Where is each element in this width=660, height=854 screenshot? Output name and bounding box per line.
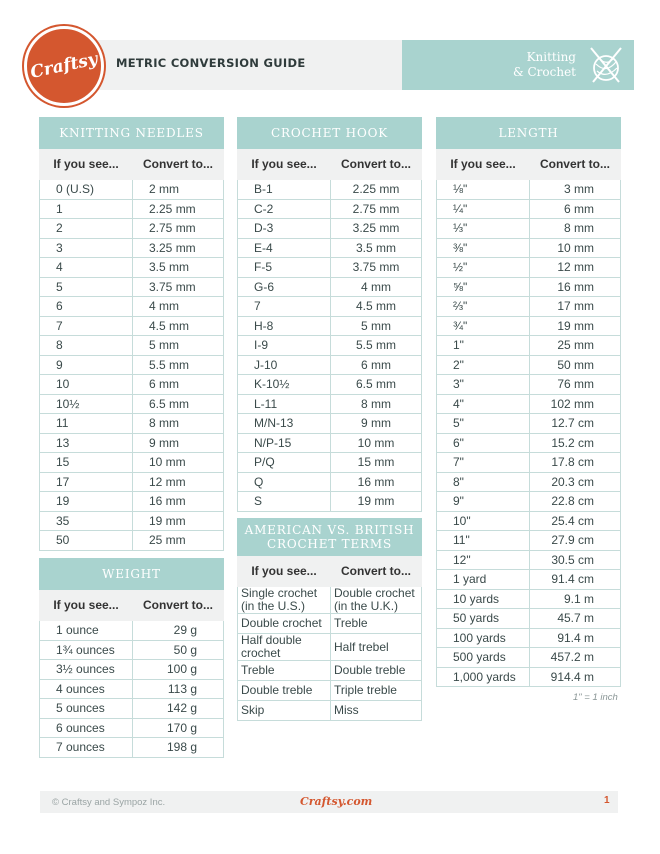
source-value-cell: 1" <box>437 336 530 356</box>
source-value-cell: 8 <box>40 336 133 356</box>
table-row <box>40 258 224 278</box>
converted-value-cell: 25 mm <box>133 531 224 551</box>
table-row <box>238 297 422 317</box>
converted-value-cell: 3 mm <box>530 180 621 200</box>
knitting-needles-table <box>39 117 224 551</box>
converted-value-cell: 4 mm <box>133 297 224 317</box>
table-row <box>437 667 621 687</box>
source-value-cell: 10" <box>437 511 530 531</box>
source-value-cell: 2 <box>40 219 133 239</box>
column-header: If you see... <box>40 590 133 621</box>
source-value-cell: 11 <box>40 414 133 434</box>
source-value-cell: M/N-13 <box>238 414 331 434</box>
source-value-cell: ¾" <box>437 316 530 336</box>
table-row <box>238 453 422 473</box>
table-row <box>40 414 224 434</box>
copyright: © Craftsy and Sympoz Inc. <box>52 797 166 808</box>
source-value-cell: ⅔" <box>437 297 530 317</box>
source-value-cell: 5 ounces <box>40 699 133 719</box>
source-value-cell: 13 <box>40 433 133 453</box>
table-row <box>40 199 224 219</box>
table-row <box>437 570 621 590</box>
converted-value-cell: 170 g <box>133 718 224 738</box>
source-value-cell: I-9 <box>238 336 331 356</box>
source-value-cell: 11" <box>437 531 530 551</box>
source-value-cell: 1¾ ounces <box>40 640 133 660</box>
converted-value-cell: 6.5 mm <box>331 375 422 395</box>
source-value-cell: ⅓" <box>437 219 530 239</box>
converted-value-cell: 6 mm <box>331 355 422 375</box>
craftsy-logo <box>24 26 104 106</box>
source-value-cell: H-8 <box>238 316 331 336</box>
source-value-cell: 2" <box>437 355 530 375</box>
source-value-cell: 0 (U.S) <box>40 180 133 200</box>
table-row <box>238 316 422 336</box>
table-row <box>437 472 621 492</box>
source-value-cell: 1 ounce <box>40 621 133 641</box>
source-value-cell: D-3 <box>238 219 331 239</box>
converted-value-cell: 22.8 cm <box>530 492 621 512</box>
converted-value-cell: 5 mm <box>331 316 422 336</box>
table-row <box>40 238 224 258</box>
table-row <box>437 355 621 375</box>
source-value-cell: 100 yards <box>437 628 530 648</box>
table-row <box>40 355 224 375</box>
converted-value-cell: 10 mm <box>331 433 422 453</box>
source-value-cell: P/Q <box>238 453 331 473</box>
converted-value-cell: 2.25 mm <box>331 180 422 200</box>
source-value-cell: 15 <box>40 453 133 473</box>
source-value-cell: 4 ounces <box>40 679 133 699</box>
converted-value-cell: 3.5 mm <box>331 238 422 258</box>
converted-value-cell: 30.5 cm <box>530 550 621 570</box>
converted-value-cell: 9 mm <box>331 414 422 434</box>
table-row <box>238 277 422 297</box>
source-value-cell: S <box>238 492 331 512</box>
source-value-cell: B-1 <box>238 180 331 200</box>
converted-value-cell: 16 mm <box>331 472 422 492</box>
logo-text: Craftsy <box>28 49 100 83</box>
table-row <box>437 628 621 648</box>
converted-value-cell: 17.8 cm <box>530 453 621 473</box>
table-row <box>238 355 422 375</box>
table-row <box>437 316 621 336</box>
table-row <box>437 589 621 609</box>
converted-value-cell: 142 g <box>133 699 224 719</box>
table-row <box>40 492 224 512</box>
converted-value-cell: 25.4 cm <box>530 511 621 531</box>
table-row <box>238 180 422 200</box>
source-value-cell: 500 yards <box>437 648 530 668</box>
converted-value-cell: 4 mm <box>331 277 422 297</box>
source-value-cell: 1 <box>40 199 133 219</box>
table-row <box>437 180 621 200</box>
table-row <box>437 453 621 473</box>
source-value-cell: 6" <box>437 433 530 453</box>
table-title: CROCHET HOOK <box>238 118 422 149</box>
table-row <box>437 336 621 356</box>
source-value-cell: 6 ounces <box>40 718 133 738</box>
source-value-cell: Half double crochet <box>238 634 331 661</box>
converted-value-cell: 50 mm <box>530 355 621 375</box>
source-value-cell: Skip <box>238 701 331 721</box>
crochet-hook-table <box>237 117 422 512</box>
table-row <box>238 472 422 492</box>
source-value-cell: 17 <box>40 472 133 492</box>
crochet-terms-table <box>237 518 422 721</box>
converted-value-cell: 10 mm <box>133 453 224 473</box>
table-row <box>40 699 224 719</box>
source-value-cell: N/P-15 <box>238 433 331 453</box>
converted-value-cell: 4.5 mm <box>331 297 422 317</box>
converted-value-cell: 15 mm <box>331 453 422 473</box>
converted-value-cell: 3.25 mm <box>133 238 224 258</box>
table-row <box>238 375 422 395</box>
source-value-cell: L-11 <box>238 394 331 414</box>
source-value-cell: 1 yard <box>437 570 530 590</box>
source-value-cell: 7 <box>238 297 331 317</box>
converted-value-cell: 9.1 m <box>530 589 621 609</box>
converted-value-cell: 2.75 mm <box>133 219 224 239</box>
table-row <box>40 433 224 453</box>
source-value-cell: Treble <box>238 661 331 681</box>
table-row <box>40 738 224 758</box>
converted-value-cell: 12 mm <box>133 472 224 492</box>
table-row <box>437 550 621 570</box>
converted-value-cell: Triple treble <box>331 681 422 701</box>
table-title-line-2: CROCHET TERMS <box>267 537 392 551</box>
source-value-cell: 4" <box>437 394 530 414</box>
table-row <box>437 394 621 414</box>
converted-value-cell: 17 mm <box>530 297 621 317</box>
table-row <box>40 621 224 641</box>
converted-value-cell: 2 mm <box>133 180 224 200</box>
table-row <box>40 511 224 531</box>
table-row <box>40 531 224 551</box>
column-header: Convert to... <box>133 149 224 180</box>
source-value-cell: ¼" <box>437 199 530 219</box>
column-header: Convert to... <box>133 590 224 621</box>
source-value-cell: 50 yards <box>437 609 530 629</box>
converted-value-cell: 19 mm <box>331 492 422 512</box>
table-row <box>238 336 422 356</box>
source-value-cell: 35 <box>40 511 133 531</box>
yarn-ball-icon <box>585 44 627 86</box>
category-title <box>496 50 576 80</box>
converted-value-cell: 12 mm <box>530 258 621 278</box>
table-row <box>238 433 422 453</box>
source-value-cell: Double crochet <box>238 614 331 634</box>
table-row <box>238 701 422 721</box>
table-row <box>40 297 224 317</box>
converted-value-cell: 914.4 m <box>530 667 621 687</box>
source-value-cell: 10 <box>40 375 133 395</box>
column-header: Convert to... <box>331 556 422 587</box>
converted-value-cell: 198 g <box>133 738 224 758</box>
source-value-cell: 7" <box>437 453 530 473</box>
source-value-cell: ⅝" <box>437 277 530 297</box>
table-row <box>437 414 621 434</box>
table-row <box>238 258 422 278</box>
source-value-cell: 9 <box>40 355 133 375</box>
source-value-cell: 1,000 yards <box>437 667 530 687</box>
table-row <box>437 258 621 278</box>
page-number: 1 <box>604 795 610 806</box>
converted-value-cell: 16 mm <box>133 492 224 512</box>
source-value-cell: Single crochet (in the U.S.) <box>238 587 331 614</box>
converted-value-cell: 3.75 mm <box>133 277 224 297</box>
table-title-line-1: AMERICAN VS. BRITISH <box>244 523 415 537</box>
converted-value-cell: 10 mm <box>530 238 621 258</box>
table-row <box>238 394 422 414</box>
source-value-cell: ⅜" <box>437 238 530 258</box>
converted-value-cell: 6.5 mm <box>133 394 224 414</box>
table-row <box>238 219 422 239</box>
converted-value-cell: 20.3 cm <box>530 472 621 492</box>
table-row <box>238 587 422 614</box>
table-row <box>40 472 224 492</box>
weight-table <box>39 558 224 758</box>
converted-value-cell: 457.2 m <box>530 648 621 668</box>
category-line-1: Knitting <box>526 50 576 64</box>
converted-value-cell: Miss <box>331 701 422 721</box>
source-value-cell: 9" <box>437 492 530 512</box>
source-value-cell: 12" <box>437 550 530 570</box>
table-row <box>437 531 621 551</box>
table-row <box>40 453 224 473</box>
converted-value-cell: 12.7 cm <box>530 414 621 434</box>
converted-value-cell: 27.9 cm <box>530 531 621 551</box>
table-row <box>238 614 422 634</box>
converted-value-cell: 5.5 mm <box>331 336 422 356</box>
table-row <box>437 219 621 239</box>
converted-value-cell: 102 mm <box>530 394 621 414</box>
table-row <box>40 640 224 660</box>
converted-value-cell: 6 mm <box>530 199 621 219</box>
converted-value-cell: Treble <box>331 614 422 634</box>
converted-value-cell: 3.75 mm <box>331 258 422 278</box>
source-value-cell: F-5 <box>238 258 331 278</box>
source-value-cell: 6 <box>40 297 133 317</box>
table-title: KNITTING NEEDLES <box>40 118 224 149</box>
length-note: 1" = 1 inch <box>573 692 618 703</box>
source-value-cell: J-10 <box>238 355 331 375</box>
category-line-2: & Crochet <box>512 65 576 79</box>
source-value-cell: 50 <box>40 531 133 551</box>
table-title: LENGTH <box>437 118 621 149</box>
source-value-cell: 5" <box>437 414 530 434</box>
column-header: Convert to... <box>331 149 422 180</box>
table-row <box>437 375 621 395</box>
converted-value-cell: 3.25 mm <box>331 219 422 239</box>
source-value-cell: 5 <box>40 277 133 297</box>
source-value-cell: 3" <box>437 375 530 395</box>
converted-value-cell: 50 g <box>133 640 224 660</box>
source-value-cell: E-4 <box>238 238 331 258</box>
footer-brand: Craftsy.com <box>300 795 373 808</box>
table-row <box>437 238 621 258</box>
table-row <box>238 492 422 512</box>
converted-value-cell: 91.4 m <box>530 628 621 648</box>
converted-value-cell: 76 mm <box>530 375 621 395</box>
table-row <box>437 277 621 297</box>
converted-value-cell: 2.25 mm <box>133 199 224 219</box>
source-value-cell: 19 <box>40 492 133 512</box>
converted-value-cell: 3.5 mm <box>133 258 224 278</box>
table-row <box>238 681 422 701</box>
converted-value-cell: 16 mm <box>530 277 621 297</box>
table-row <box>437 511 621 531</box>
table-row <box>40 316 224 336</box>
converted-value-cell: 100 g <box>133 660 224 680</box>
table-row <box>40 660 224 680</box>
table-row <box>437 297 621 317</box>
converted-value-cell: Double treble <box>331 661 422 681</box>
table-title: WEIGHT <box>40 559 224 590</box>
converted-value-cell: 9 mm <box>133 433 224 453</box>
converted-value-cell: 6 mm <box>133 375 224 395</box>
converted-value-cell: 8 mm <box>133 414 224 434</box>
column-header: If you see... <box>238 556 331 587</box>
converted-value-cell: 113 g <box>133 679 224 699</box>
converted-value-cell: 45.7 m <box>530 609 621 629</box>
table-row <box>40 679 224 699</box>
source-value-cell: 3½ ounces <box>40 660 133 680</box>
table-row <box>40 180 224 200</box>
source-value-cell: 10 yards <box>437 589 530 609</box>
column-header: Convert to... <box>530 149 621 180</box>
converted-value-cell: 25 mm <box>530 336 621 356</box>
table-row <box>40 394 224 414</box>
table-row <box>238 661 422 681</box>
table-row <box>40 277 224 297</box>
source-value-cell: G-6 <box>238 277 331 297</box>
converted-value-cell: Half trebel <box>331 634 422 661</box>
source-value-cell: Double treble <box>238 681 331 701</box>
converted-value-cell: 4.5 mm <box>133 316 224 336</box>
source-value-cell: Q <box>238 472 331 492</box>
converted-value-cell: 19 mm <box>133 511 224 531</box>
table-row <box>40 375 224 395</box>
converted-value-cell: Double crochet (in the U.K.) <box>331 587 422 614</box>
converted-value-cell: 5 mm <box>133 336 224 356</box>
table-row <box>437 648 621 668</box>
source-value-cell: 7 <box>40 316 133 336</box>
table-row <box>238 238 422 258</box>
table-row <box>238 634 422 661</box>
length-table <box>436 117 621 687</box>
converted-value-cell: 29 g <box>133 621 224 641</box>
converted-value-cell: 19 mm <box>530 316 621 336</box>
table-row <box>437 199 621 219</box>
source-value-cell: ½" <box>437 258 530 278</box>
converted-value-cell: 15.2 cm <box>530 433 621 453</box>
converted-value-cell: 8 mm <box>331 394 422 414</box>
table-row <box>40 219 224 239</box>
table-row <box>40 718 224 738</box>
table-row <box>238 414 422 434</box>
table-row <box>437 492 621 512</box>
source-value-cell: 10½ <box>40 394 133 414</box>
table-title <box>238 519 422 556</box>
converted-value-cell: 2.75 mm <box>331 199 422 219</box>
table-row <box>437 609 621 629</box>
source-value-cell: 7 ounces <box>40 738 133 758</box>
converted-value-cell: 8 mm <box>530 219 621 239</box>
source-value-cell: 3 <box>40 238 133 258</box>
column-header: If you see... <box>40 149 133 180</box>
table-row <box>437 433 621 453</box>
table-row <box>40 336 224 356</box>
source-value-cell: ⅛" <box>437 180 530 200</box>
column-header: If you see... <box>238 149 331 180</box>
source-value-cell: 4 <box>40 258 133 278</box>
table-row <box>238 199 422 219</box>
source-value-cell: 8" <box>437 472 530 492</box>
converted-value-cell: 91.4 cm <box>530 570 621 590</box>
source-value-cell: C-2 <box>238 199 331 219</box>
column-header: If you see... <box>437 149 530 180</box>
converted-value-cell: 5.5 mm <box>133 355 224 375</box>
guide-title: METRIC CONVERSION GUIDE <box>116 56 306 70</box>
source-value-cell: K-10½ <box>238 375 331 395</box>
